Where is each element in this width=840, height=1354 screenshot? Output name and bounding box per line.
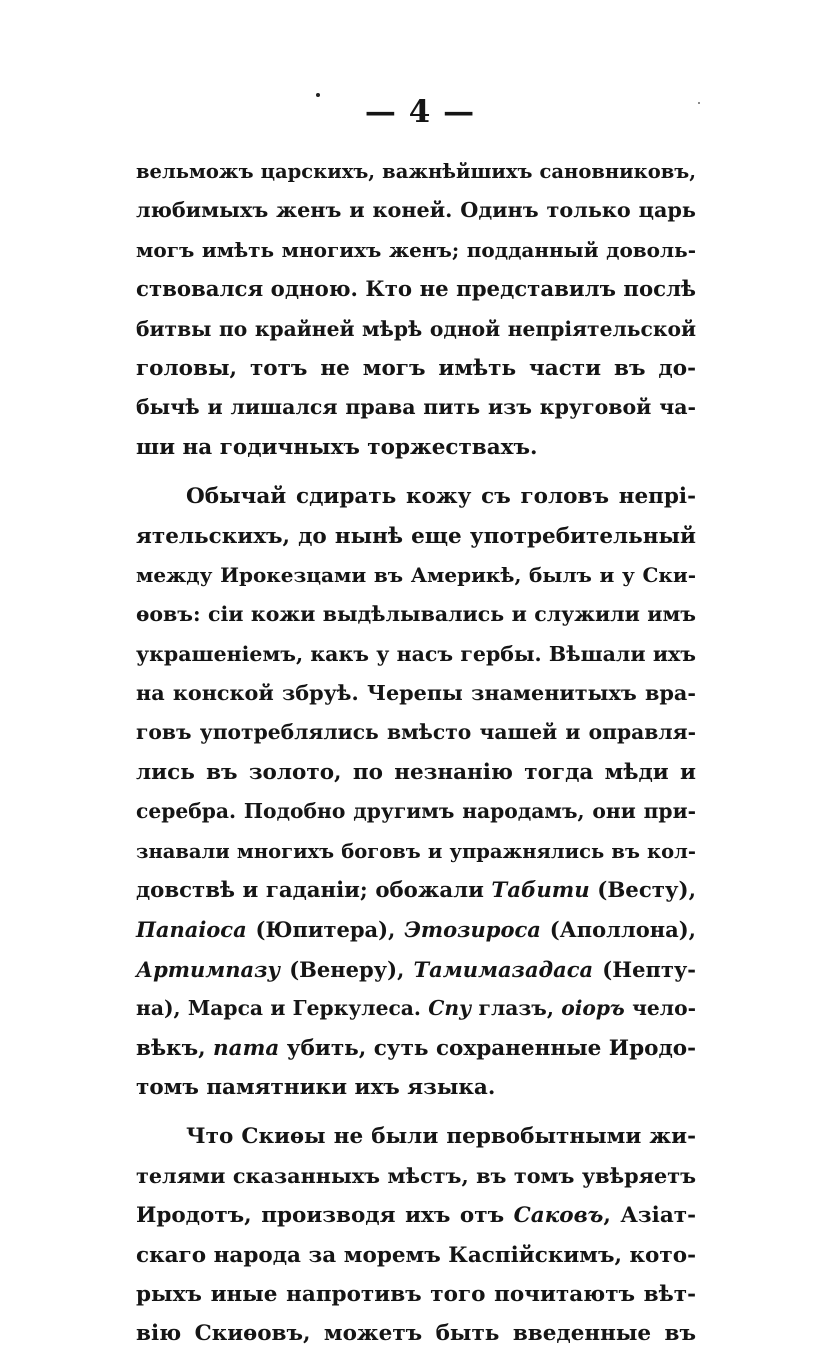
italic-term: пата <box>213 1035 280 1061</box>
text-line: между Ирокезцами въ Америкѣ, былъ и у Ски- <box>136 562 696 587</box>
italic-term: Спу <box>428 996 472 1021</box>
text-line: вѣкъ, пата убить, суть сохраненные Иродо- <box>136 1035 697 1061</box>
text-line: бычѣ и лишался права пить изъ круговой ча- <box>136 395 696 420</box>
italic-term: Папаіоса <box>136 917 247 943</box>
page-number: — 4 — <box>364 94 476 130</box>
text-line: скаго народа за моремъ Каспійскимъ, кото- <box>136 1242 696 1268</box>
text-line: довствѣ и гаданіи; обожали Табити (Весту), <box>136 878 696 904</box>
text-line: серебра. Подобно другимъ народамъ, они при- <box>136 799 696 824</box>
text-line: ши на годичныхъ торжествахъ. <box>136 434 538 460</box>
italic-term: Тамимазадаса <box>413 956 594 982</box>
text-line: вельможъ царскихъ, важнѣйшихъ сановниковъ, <box>136 160 696 183</box>
text-line: вію Скиѳовъ, можетъ быть введенные въ <box>136 1321 696 1347</box>
text-line: ѳовъ: сіи кожи выдѣлывались и служили имъ <box>136 602 696 627</box>
text-line: Обычай сдирать кожу съ головъ непрі- <box>186 484 696 510</box>
text-line: ствовался одною. Кто не представилъ послѣ <box>136 277 696 303</box>
paragraph <box>136 1117 696 1353</box>
text-line: томъ памятники ихъ языка. <box>136 1074 496 1100</box>
text-line: Артимпазу (Венеру), Тамимазадаса (Непту- <box>136 956 696 982</box>
text-line: лись въ золото, по незнанію тогда мѣди и <box>136 759 696 785</box>
italic-term: Этозироса <box>404 917 541 943</box>
italic-term: Саковъ <box>513 1203 604 1229</box>
text-line: на), Марса и Геркулеса. Спу глазъ, оіоръ чело- <box>136 996 696 1021</box>
text-line: любимыхъ женъ и коней. Одинъ только царь <box>136 198 696 223</box>
text-line: украшеніемъ, какъ у насъ гербы. Вѣшали ихъ <box>136 641 696 666</box>
text-line: могъ имѣть многихъ женъ; подданный доволь- <box>136 237 696 262</box>
text-line: говъ употреблялись вмѣсто чашей и оправля- <box>136 720 696 745</box>
text-line: ятельскихъ, до нынѣ еще употребительный <box>136 523 696 549</box>
text-line: на конской збруѣ. Черепы знаменитыхъ вра- <box>136 681 696 706</box>
text-line: рыхъ иные напротивъ того почитаютъ вѣт- <box>136 1281 696 1307</box>
text-line: головы, тотъ не могъ имѣть части въ до- <box>136 355 696 381</box>
text-line: знавали многихъ боговъ и упражнялись въ кол- <box>136 839 696 863</box>
text-line: Иродотъ, производя ихъ отъ Саковъ, Азіат- <box>136 1203 697 1229</box>
text-line: Папаіоса (Юпитера), Этозироса (Аполлона), <box>136 917 696 943</box>
italic-term: оіоръ <box>561 996 625 1021</box>
text-line: Что Скиѳы не были первобытными жи- <box>186 1124 696 1150</box>
italic-term: Табити <box>491 878 590 904</box>
italic-term: Артимпазу <box>136 956 281 982</box>
text-line: телями сказанныхъ мѣстъ, въ томъ увѣряетъ <box>136 1163 696 1188</box>
body-text <box>136 152 696 1354</box>
paragraph <box>136 152 696 467</box>
paragraph <box>136 477 696 1107</box>
text-line: битвы по крайней мѣрѣ одной непріятельской <box>136 316 696 341</box>
